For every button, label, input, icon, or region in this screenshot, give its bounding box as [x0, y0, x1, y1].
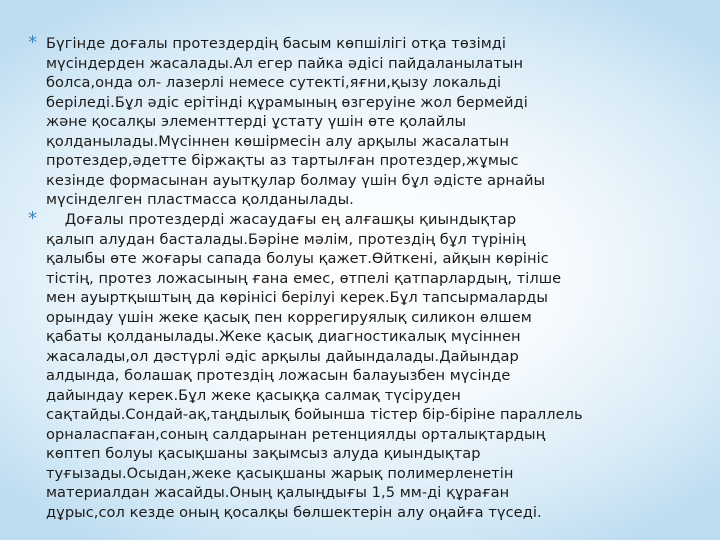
paragraph-line: сақтайды.Сондай-ақ,таңдылық бойынша тістер бір-біріне параллель: [46, 406, 583, 423]
bullet-paragraph-2: [28, 208, 704, 522]
paragraph-line: беріледі.Бұл әдіс ерітінді құрамының өзгеруіне жол бермейді: [46, 93, 528, 111]
paragraph-line: Бүгінде доғалы протездердің басым көпшілігі отқа төзімді: [46, 35, 507, 52]
paragraph-line: алдында, болашақ протездің ложасын балауызбен мүсінде: [46, 367, 511, 384]
paragraph-line: қабаты қолданылады.Жеке қасық диагностикалық мүсіннен: [46, 328, 521, 345]
paragraph-line: орналаспаған,соның салдарынан ретенциялды орталықтардың: [46, 425, 546, 443]
paragraph-line: қалыбы өте жоғары сапада болуы қажет.Өйткені, айқын көрініс: [46, 250, 549, 267]
paragraph-line: дайындау керек.Бұл жеке қасыққа салмақ түсіруден: [46, 386, 461, 404]
bullet-marker-icon: *: [28, 208, 38, 229]
bullet-marker-icon: *: [28, 32, 38, 53]
paragraph-line: дұрыс,сол кезде оның қосалқы бөлшектерін алу оңайға түседі.: [46, 503, 542, 521]
paragraph-line: және қосалқы элементтерді ұстату үшін өте қолайлы: [46, 113, 467, 130]
paragraph-line: материалдан жасайды.Оның қалыңдығы 1,5 мм-ді құраған: [46, 484, 510, 501]
paragraph-line: тістің, протез ложасының ғана емес, өтпелі қатпарлардың, тілше: [46, 269, 562, 287]
paragraph-line: көптеп болуы қасықшаны зақымсыз алуда қиындықтар: [46, 445, 481, 462]
bullet-paragraph-1: [28, 32, 704, 210]
paragraph-line: орындау үшін жеке қасық пен коррегируялық силикон өлшем: [46, 308, 532, 326]
paragraph-line: мен ауыртқыштың да көрінісі берілуі керек.Бұл тапсырмаларды: [46, 289, 548, 306]
paragraph-line: қолданылады.Мүсіннен көшірмесін алу арқылы жасалатын: [46, 132, 509, 150]
paragraph-line: туғызады.Осыдан,жеке қасықшаны жарық полимерленетін: [46, 464, 514, 482]
paragraph-line: Доғалы протездерді жасаудағы ең алғашқы қиындықтар: [46, 211, 517, 228]
paragraph-line: жасалады,ол дәстүрлі әдіс арқылы дайындалады.Дайындар: [46, 347, 519, 365]
paragraph-line: кезінде формасынан ауытқулар болмау үшін бұл әдісте арнайы: [46, 171, 546, 189]
paragraph-line: мүсіндерден жасалады.Ал егер пайка әдісі пайдаланылатын: [46, 54, 524, 72]
paragraph-line: мүсінделген пластмасса қолданылады.: [46, 191, 354, 208]
paragraph-line: болса,онда ол- лазерлі немесе сутекті,яғни,қызу локальді: [46, 74, 502, 91]
paragraph-line: қалып алудан басталады.Бәріне мәлім, протездің бұл түрінің: [46, 230, 526, 248]
paragraph-line: протездер,әдетте біржақты аз тартылған протездер,жұмыс: [46, 152, 519, 169]
